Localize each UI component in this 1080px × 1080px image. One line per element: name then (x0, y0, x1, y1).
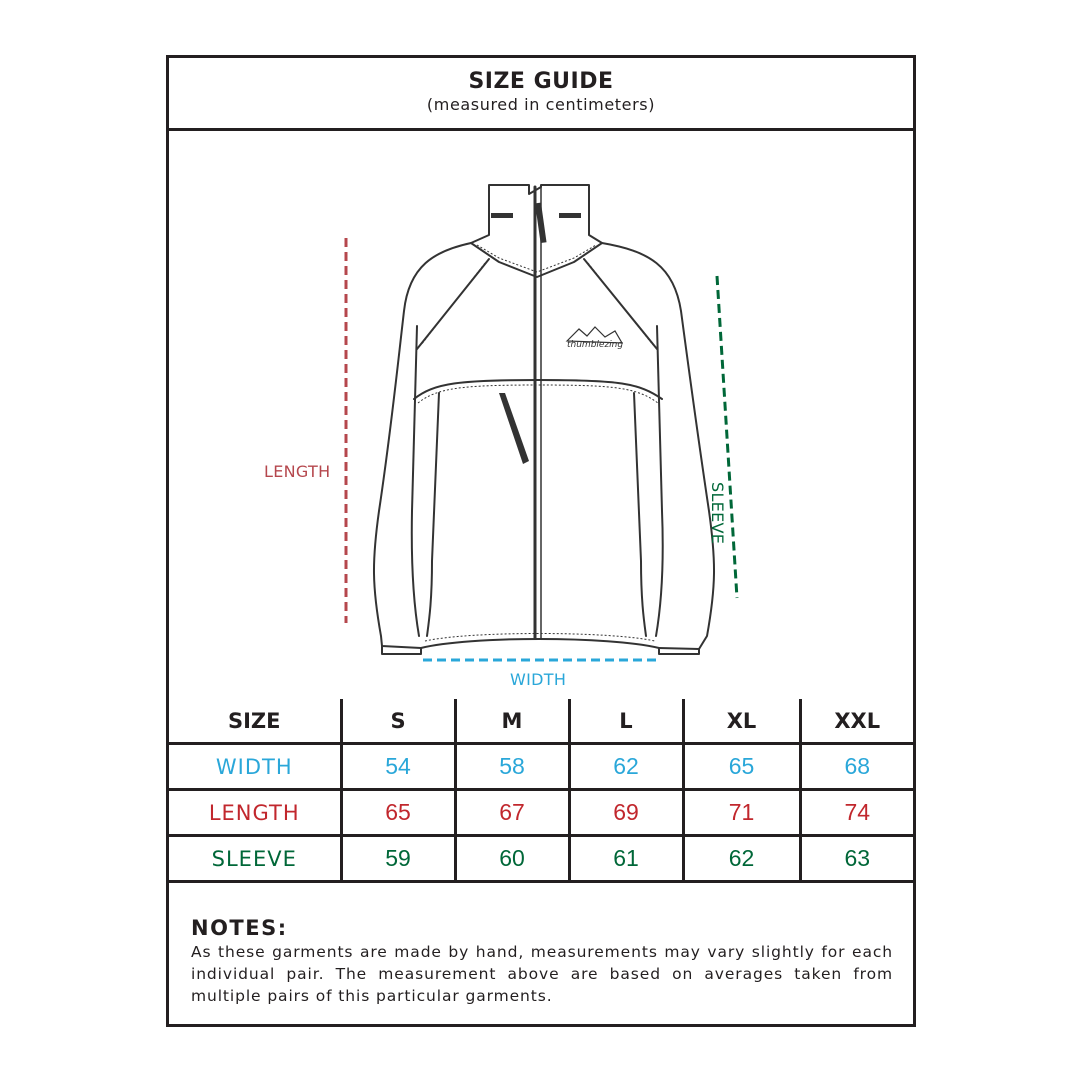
table-cell: 61 (569, 836, 683, 882)
table-cell: 71 (683, 790, 800, 836)
table-cell: 58 (455, 744, 569, 790)
left-sleeve-seam (412, 326, 419, 636)
size-header-s: S (341, 699, 455, 744)
row-label-width: WIDTH (169, 744, 341, 790)
sleeve-label: SLEEVE (708, 482, 727, 545)
jacket-drawing (169, 131, 913, 699)
page-subtitle: (measured in centimeters) (426, 95, 656, 114)
table-cell: 69 (569, 790, 683, 836)
size-header-xxl: XXL (800, 699, 913, 744)
table-header-row (169, 699, 913, 744)
row-label-sleeve: SLEEVE (169, 836, 341, 882)
size-header-xl: XL (683, 699, 800, 744)
header (169, 58, 913, 131)
table-cell: 62 (683, 836, 800, 882)
table-cell: 67 (455, 790, 569, 836)
size-guide-card (166, 55, 916, 1027)
chest-zip (499, 393, 529, 464)
notes-text: As these garments are made by hand, measurements may vary slightly for each individual pair. The measurement above are based on averages taken from multiple pairs of this particular garments. (191, 943, 893, 1005)
brand-logo-icon (567, 327, 623, 350)
length-label: LENGTH (264, 462, 331, 481)
table-cell: 54 (341, 744, 455, 790)
table-cell: 65 (341, 790, 455, 836)
row-label-length: LENGTH (169, 790, 341, 836)
right-pocket (634, 393, 646, 636)
notes-title: NOTES: (191, 916, 288, 940)
table-cell: 63 (800, 836, 913, 882)
right-sleeve-seam (656, 326, 663, 636)
table-row (169, 744, 913, 790)
size-table (169, 699, 913, 883)
jacket-hem (382, 639, 699, 654)
svg-text:thumblezing: thumblezing (567, 340, 624, 350)
table-cell: 59 (341, 836, 455, 882)
jacket-left-side (374, 243, 471, 648)
table-row (169, 836, 913, 882)
collar-zip-left (491, 213, 513, 218)
collar-zip-right (559, 213, 581, 218)
page-title: SIZE GUIDE (468, 69, 614, 94)
zipper-pull (535, 203, 547, 243)
table-cell: 65 (683, 744, 800, 790)
size-header-l: L (569, 699, 683, 744)
notes-section (191, 915, 893, 1007)
left-pocket (427, 393, 439, 636)
jacket-illustration (169, 131, 913, 699)
table-cell: 74 (800, 790, 913, 836)
width-label: WIDTH (510, 670, 567, 689)
table-row (169, 790, 913, 836)
jacket-right-side (602, 243, 714, 649)
size-column-header: SIZE (169, 699, 341, 744)
table-cell: 62 (569, 744, 683, 790)
table-cell: 60 (455, 836, 569, 882)
size-header-m: M (455, 699, 569, 744)
table-cell: 68 (800, 744, 913, 790)
sleeve-measure-line (717, 276, 737, 598)
